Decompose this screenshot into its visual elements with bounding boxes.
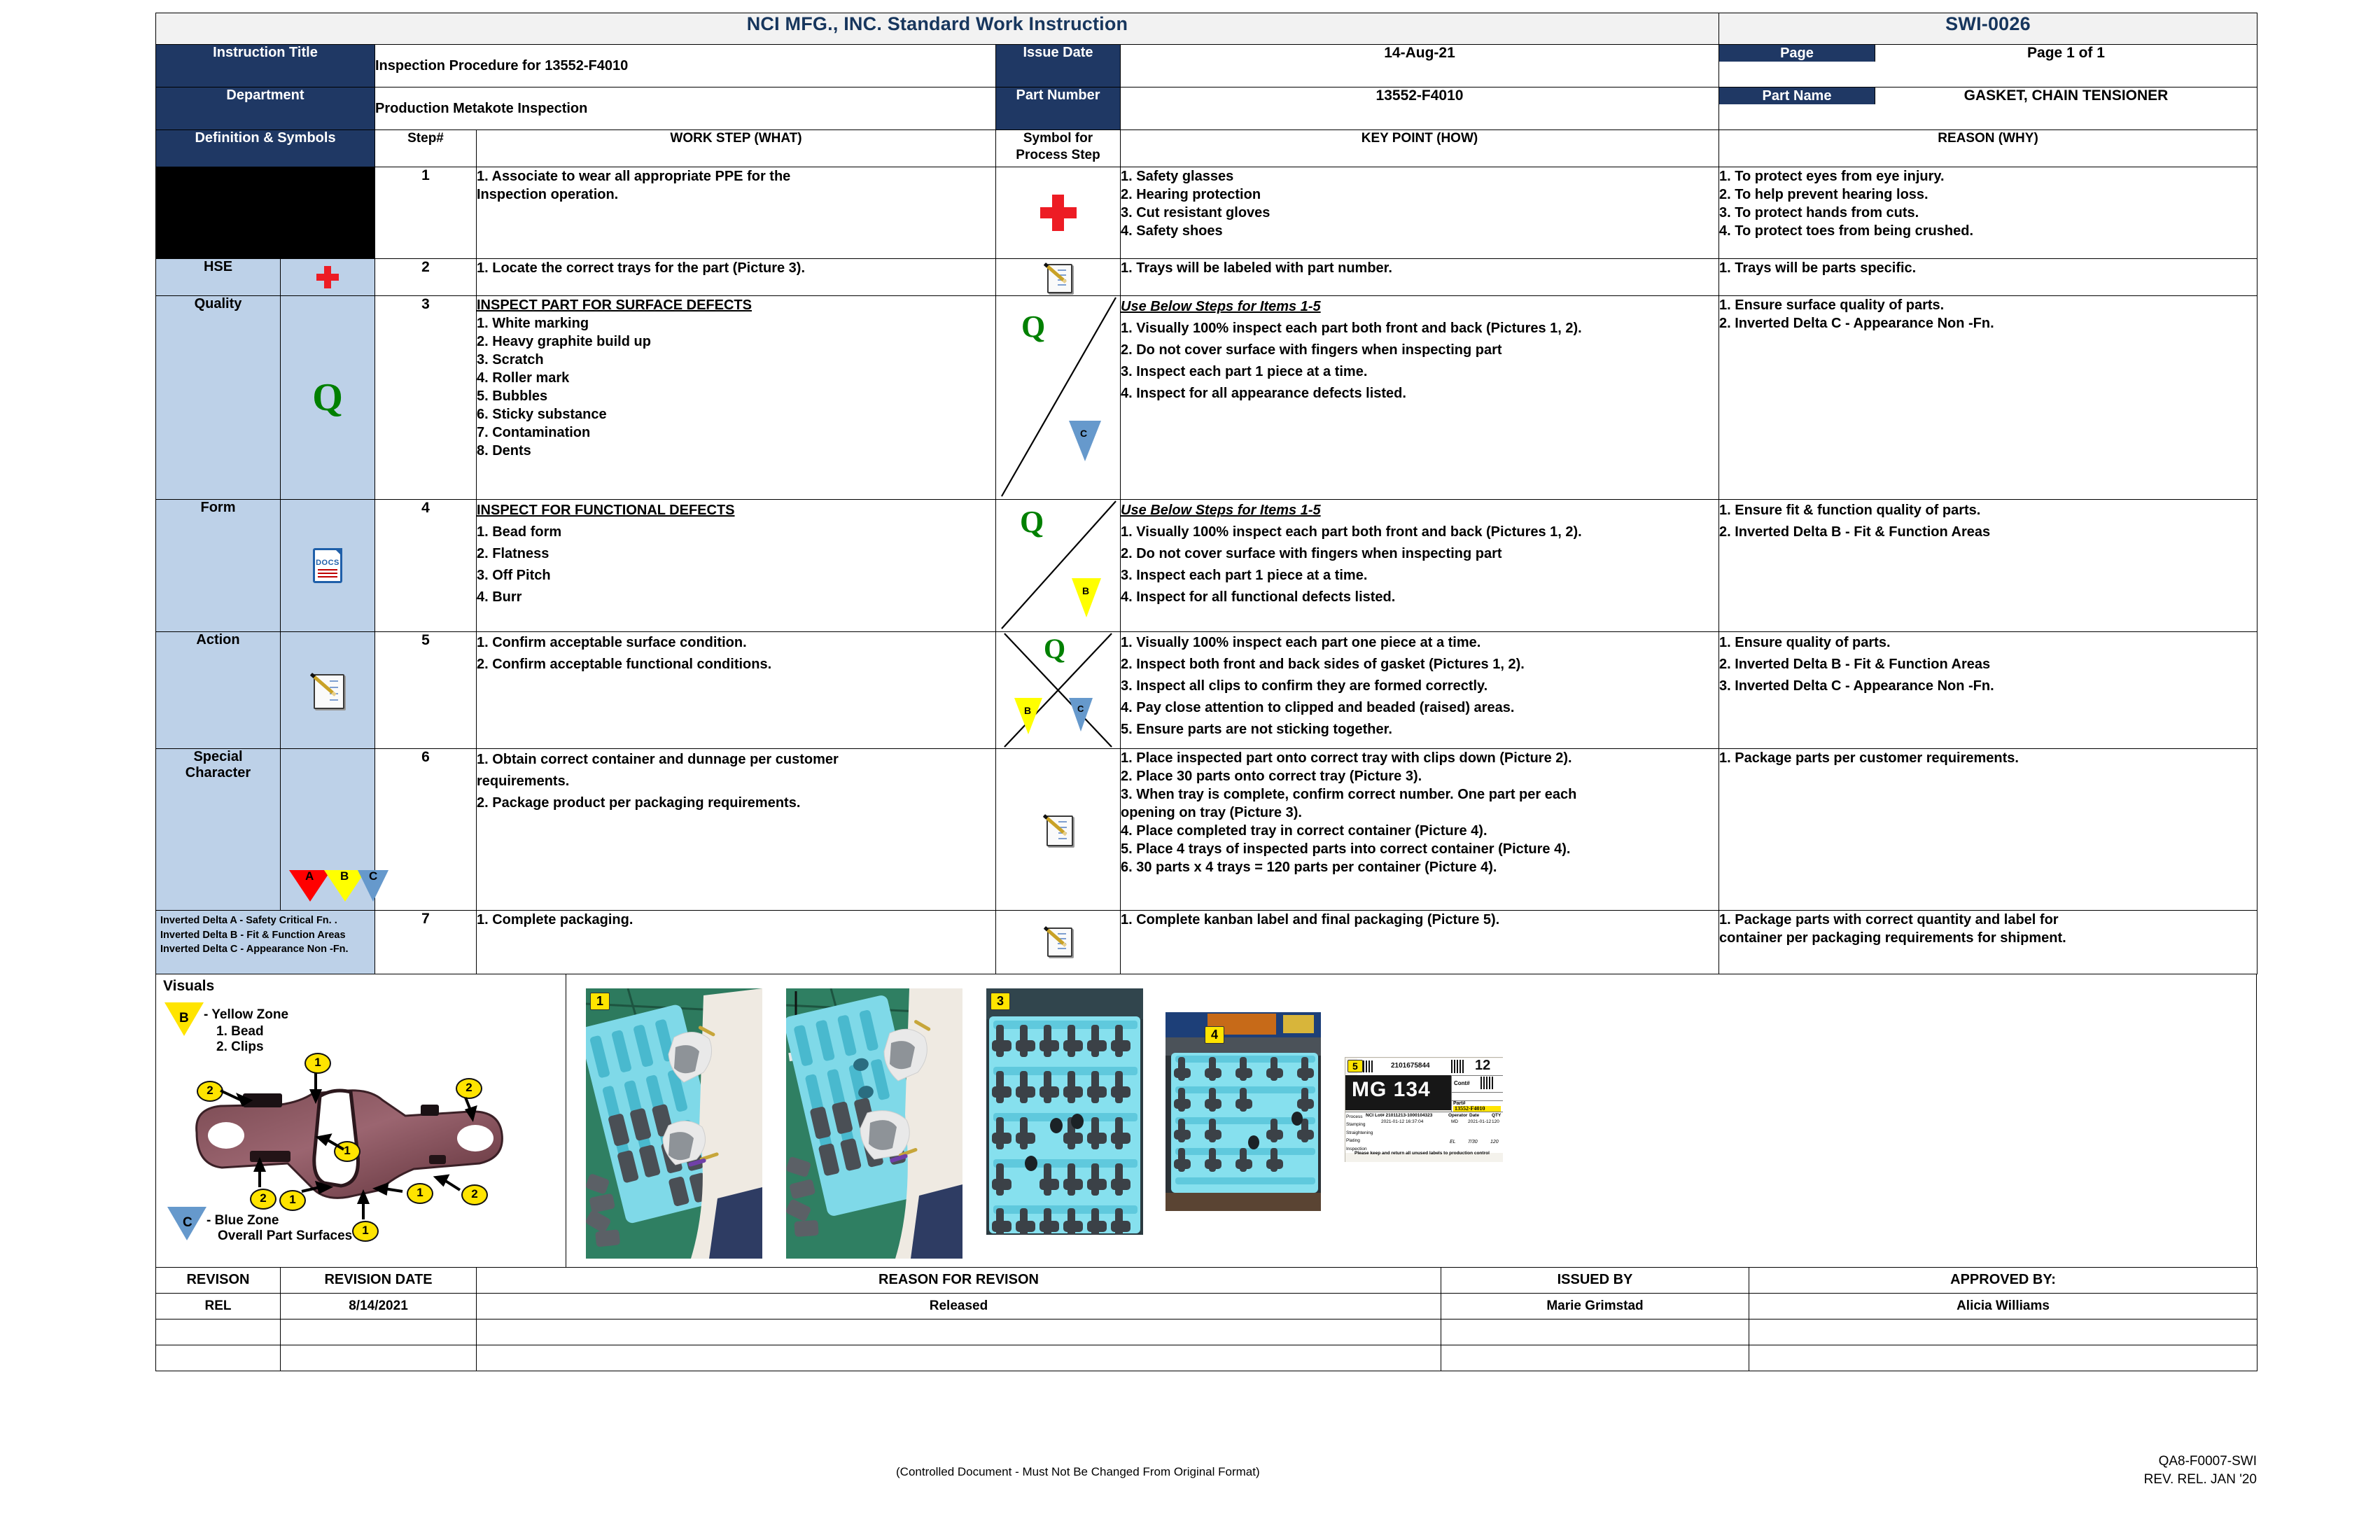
yellow-triangle-b-icon [1072, 578, 1101, 617]
page-label: Page [1719, 45, 1875, 62]
yellow-zone-label: - Yellow Zone [204, 1007, 289, 1022]
part-number-value: 13552-F4010 [1121, 88, 1719, 130]
col-key-point: KEY POINT (HOW) [1121, 130, 1719, 167]
work-step-line: requirements. [477, 774, 570, 789]
document-number: SWI-0026 [1719, 13, 2258, 45]
triangle-letter-c: C [369, 869, 378, 883]
reason-line: 1. Trays will be parts specific. [1719, 260, 1917, 276]
step-row-4 [156, 500, 2258, 632]
work-step-line: 5. Bubbles [477, 388, 548, 404]
def-label-form: Form [156, 500, 281, 632]
reason-6 [1719, 749, 2258, 911]
revision-cell: 8/14/2021 [281, 1293, 477, 1319]
step-number-3: 3 [375, 296, 477, 500]
title-row [156, 13, 2258, 45]
photo-number-badge: 1 [590, 993, 610, 1010]
kanban-hand-date: 7/30 [1468, 1140, 1478, 1144]
key-point-2 [1121, 259, 1719, 296]
key-point-line: 2. Do not cover surface with fingers when inspecting part [1121, 546, 1502, 561]
kanban-hand-qty: 120 [1490, 1140, 1499, 1144]
yellow-triangle-b-icon [1014, 698, 1042, 734]
work-step-line: 7. Contamination [477, 425, 591, 440]
col-symbol-line2: Process Step [1016, 147, 1100, 162]
revision-col-reason: REASON FOR REVISON [477, 1267, 1441, 1293]
special-char-line1: Special [193, 749, 243, 764]
key-point-line: 4. Inspect for all appearance defects listed. [1121, 386, 1406, 401]
step-number-7: 7 [375, 911, 477, 974]
reason-2 [1719, 259, 2258, 296]
reason-4 [1719, 500, 2258, 632]
key-point-7 [1121, 911, 1719, 974]
kanban-qty-value: 120 [1492, 1119, 1499, 1124]
triangle-letter-b: B [1082, 585, 1090, 596]
kanban-process-row: Straightening [1346, 1130, 1373, 1135]
yellow-zone-item-1: 1. Bead [216, 1024, 264, 1039]
key-point-3 [1121, 296, 1719, 500]
kanban-process-row: Process [1346, 1114, 1363, 1119]
work-step-line: 1. Bead form [477, 524, 562, 540]
main-instruction-table [155, 13, 2258, 974]
step-number-4: 4 [375, 500, 477, 632]
reason-line: 1. Ensure quality of parts. [1719, 635, 1891, 650]
blue-triangle-c-icon [1069, 421, 1101, 461]
kanban-footer: Please keep and return all unused labels to production control [1354, 1151, 1490, 1156]
work-step-line: 2. Heavy graphite build up [477, 334, 651, 349]
key-point-5 [1121, 632, 1719, 749]
photo-number-badge: 3 [990, 993, 1010, 1010]
triangle-letter-b: B [1024, 705, 1032, 716]
kanban-timestamp: 2021-01-12 16:37:04 [1381, 1119, 1424, 1124]
work-step-line: 4. Burr [477, 589, 522, 605]
yellow-zone-item-2: 2. Clips [216, 1040, 264, 1054]
yellow-zone-letter: B [179, 1011, 189, 1026]
def-label-hse: HSE [156, 259, 281, 296]
gasket-callout: 2 [250, 1189, 276, 1210]
gasket-callout: 2 [197, 1081, 223, 1102]
photo-2 [786, 988, 962, 1259]
kanban-process-row: Stamping [1346, 1122, 1366, 1128]
key-point-line: 1. Visually 100% inspect each part both front and back (Pictures 1, 2). [1121, 524, 1582, 540]
issue-date-value: 14-Aug-21 [1121, 45, 1719, 88]
reason-line: 3. To protect hands from cuts. [1719, 205, 1919, 220]
kanban-date-label: Date [1469, 1113, 1480, 1118]
part-name-cell [1719, 88, 2258, 130]
key-point-line: 1. Safety glasses [1121, 169, 1234, 184]
kanban-count: 12 [1475, 1058, 1491, 1073]
def-icon-quality [281, 296, 375, 500]
photo-number-badge: 4 [1205, 1026, 1224, 1044]
legend-line: Inverted Delta A - Safety Critical Fn. . [160, 915, 337, 926]
reason-line: 2. Inverted Delta B - Fit & Function Areas [1719, 657, 1991, 672]
key-point-line: 2. Do not cover surface with fingers when inspecting part [1121, 342, 1502, 358]
revision-cell: Alicia Williams [1749, 1293, 2258, 1319]
reason-5 [1719, 632, 2258, 749]
key-point-line: 1. Visually 100% inspect each part both front and back (Pictures 1, 2). [1121, 321, 1582, 336]
step-row-3 [156, 296, 2258, 500]
photo-1 [586, 988, 762, 1259]
work-step-6 [477, 749, 996, 911]
col-symbol-line1: Symbol for [1023, 131, 1093, 146]
revision-cell [1749, 1319, 2258, 1345]
def-label-action: Action [156, 632, 281, 749]
key-point-heading: Use Below Steps for Items 1-5 [1121, 503, 1321, 518]
key-point-line: opening on tray (Picture 3). [1121, 805, 1302, 820]
def-icon-hse [281, 259, 375, 296]
symbol-cell-4 [996, 500, 1121, 632]
docs-icon-label: DOCS [316, 559, 340, 567]
part-name-label: Part Name [1719, 88, 1875, 104]
key-point-line: 2. Hearing protection [1121, 187, 1261, 202]
key-point-line: 4. Safety shoes [1121, 223, 1223, 239]
key-point-line: 4. Inspect for all functional defects listed. [1121, 589, 1396, 605]
reason-line: 1. Ensure fit & function quality of parts. [1719, 503, 1981, 518]
photo-5 [1345, 1057, 1503, 1162]
work-step-line: 1. Confirm acceptable surface condition. [477, 635, 747, 650]
gasket-callout: 1 [279, 1190, 306, 1211]
diagonal-divider-icon [996, 500, 1120, 631]
revision-col-approved-by: APPROVED BY: [1749, 1267, 2258, 1293]
gasket-callout: 2 [461, 1184, 488, 1205]
clipboard-pencil-icon [1046, 816, 1070, 844]
key-point-line: 2. Inspect both front and back sides of gasket (Pictures 1, 2). [1121, 657, 1525, 672]
key-point-line: 3. Inspect all clips to confirm they are formed correctly. [1121, 678, 1488, 694]
revision-col-revison: REVISON [156, 1267, 281, 1293]
work-step-line: 2. Flatness [477, 546, 550, 561]
kanban-operator-value: MD [1451, 1119, 1459, 1124]
special-char-line2: Character [185, 765, 251, 780]
revision-col-date: REVISION DATE [281, 1267, 477, 1293]
reason-line: 1. Ensure surface quality of parts. [1719, 298, 1945, 313]
kanban-route: MG 134 [1352, 1078, 1431, 1101]
revision-cell [156, 1319, 281, 1345]
triangle-letter-a: A [305, 869, 314, 883]
green-q-icon: Q [1044, 633, 1066, 664]
form-id: QA8-F0007-SWI [2158, 1454, 2257, 1469]
clipboard-pencil-icon [1047, 927, 1070, 954]
red-cross-icon [1040, 195, 1077, 231]
department-label: Department [156, 88, 375, 130]
visuals-title: Visuals [163, 978, 215, 994]
def-label-quality: Quality [156, 296, 281, 500]
visuals-section [155, 974, 2257, 1268]
clipboard-pencil-icon [1047, 264, 1070, 290]
work-step-line: 1. White marking [477, 316, 589, 331]
revision-cell [477, 1345, 1441, 1371]
revision-cell: REL [156, 1293, 281, 1319]
work-step-line: 2. Package product per packaging requirements. [477, 795, 801, 811]
step-row-6 [156, 749, 2258, 911]
instruction-title-value: Inspection Procedure for 13552-F4010 [375, 45, 996, 88]
step-row-2 [156, 259, 2258, 296]
key-point-line: 1. Trays will be labeled with part number. [1121, 260, 1392, 276]
revision-row [156, 1319, 2258, 1345]
key-point-line: 3. Inspect each part 1 piece at a time. [1121, 568, 1368, 583]
key-point-line: 1. Complete kanban label and final packaging (Picture 5). [1121, 912, 1500, 927]
col-work-step: WORK STEP (WHAT) [477, 130, 996, 167]
symbol-cell-2 [996, 259, 1121, 296]
work-step-line: 1. Obtain correct container and dunnage per customer [477, 752, 839, 767]
triangle-letter-c: C [1077, 704, 1084, 714]
step-row-7 [156, 911, 2258, 974]
work-step-line: Inspection operation. [477, 187, 619, 202]
document-footer-note: (Controlled Document - Must Not Be Changed From Original Format) [896, 1465, 1260, 1478]
revision-cell [1441, 1319, 1749, 1345]
def-cell-blank [156, 167, 375, 259]
column-header-row [156, 130, 2258, 167]
key-point-line: 3. When tray is complete, confirm correct number. One part per each [1121, 787, 1577, 802]
kanban-part-label: Part# [1453, 1101, 1466, 1106]
page-value: Page 1 of 1 [2027, 45, 2105, 61]
col-definition-symbols: Definition & Symbols [156, 130, 375, 167]
symbol-cell-1 [996, 167, 1121, 259]
work-step-1 [477, 167, 996, 259]
symbol-cell-3 [996, 296, 1121, 500]
def-icon-action [281, 632, 375, 749]
instruction-title-label: Instruction Title [156, 45, 375, 88]
key-point-line: 6. 30 parts x 4 trays = 120 parts per container (Picture 4). [1121, 860, 1497, 875]
revision-cell [477, 1319, 1441, 1345]
step-number-1: 1 [375, 167, 477, 259]
key-point-1 [1121, 167, 1719, 259]
col-reason: REASON (WHY) [1719, 130, 2258, 167]
key-point-line: 1. Place inspected part onto correct tray with clips down (Picture 2). [1121, 750, 1572, 766]
photo-3 [986, 988, 1143, 1235]
key-point-line: 4. Place completed tray in correct container (Picture 4). [1121, 823, 1488, 839]
diagonal-divider-icon [996, 296, 1120, 499]
key-point-line: 3. Cut resistant gloves [1121, 205, 1270, 220]
gasket-callout: 1 [407, 1183, 433, 1204]
col-symbol [996, 130, 1121, 167]
work-step-heading: INSPECT FOR FUNCTIONAL DEFECTS [477, 503, 735, 518]
key-point-line: 4. Pay close attention to clipped and beaded (raised) areas. [1121, 700, 1515, 715]
kanban-cont-label: Cont# [1454, 1080, 1470, 1086]
key-point-line: 5. Place 4 trays of inspected parts into correct container (Picture 4). [1121, 841, 1571, 857]
work-step-line: 1. Associate to wear all appropriate PPE for the [477, 169, 791, 184]
reason-line: 3. Inverted Delta C - Appearance Non -Fn. [1719, 678, 1994, 694]
kanban-lot: NCI Lot# 21011213-1000104323 [1366, 1113, 1433, 1118]
key-point-4 [1121, 500, 1719, 632]
work-step-line: 4. Roller mark [477, 370, 570, 386]
document-sheet [155, 13, 2257, 1441]
department-value: Production Metakote Inspection [375, 88, 996, 130]
work-step-line: 6. Sticky substance [477, 407, 607, 422]
gasket-callout: 1 [352, 1221, 379, 1242]
revision-cell: Released [477, 1293, 1441, 1319]
legend-line: Inverted Delta C - Appearance Non -Fn. [160, 944, 349, 955]
revision-cell [1441, 1345, 1749, 1371]
step-number-5: 5 [375, 632, 477, 749]
revision-table [155, 1267, 2258, 1371]
revision-cell [1749, 1345, 2258, 1371]
reason-line: 1. Package parts with correct quantity and label for [1719, 912, 2059, 927]
kanban-part-value: 13552-F4010 [1455, 1105, 1485, 1112]
kanban-qty-label: QTY [1492, 1113, 1502, 1118]
work-step-heading: INSPECT PART FOR SURFACE DEFECTS [477, 298, 752, 313]
def-icon-special-character [281, 749, 378, 911]
gasket-callout: 1 [304, 1053, 331, 1074]
kanban-process-row: Inspection [1346, 1146, 1367, 1152]
reason-line: 2. Inverted Delta C - Appearance Non -Fn. [1719, 316, 1994, 331]
green-q-icon: Q [312, 376, 343, 419]
revision-row [156, 1293, 2258, 1319]
triangle-letter-b: B [340, 869, 349, 883]
reason-line: 2. To help prevent hearing loss. [1719, 187, 1928, 202]
work-step-line: 1. Locate the correct trays for the part (Picture 3). [477, 260, 806, 276]
symbol-cell-7 [996, 911, 1121, 974]
gasket-callout: 2 [456, 1078, 482, 1099]
red-cross-icon [316, 266, 339, 288]
revision-cell [281, 1319, 477, 1345]
part-name-value: GASKET, CHAIN TENSIONER [1963, 88, 2169, 104]
def-label-special-character [156, 749, 281, 911]
visuals-diagram-panel [156, 974, 566, 1267]
blue-zone-letter: C [183, 1215, 192, 1230]
step-row-1 [156, 167, 2258, 259]
key-point-6 [1121, 749, 1719, 911]
reason-line: 2. Inverted Delta B - Fit & Function Areas [1719, 524, 1991, 540]
reason-7 [1719, 911, 2258, 974]
part-number-label: Part Number [996, 88, 1121, 130]
symbol-cell-5 [996, 632, 1121, 749]
instruction-title-row [156, 45, 2258, 88]
issue-date-label: Issue Date [996, 45, 1121, 88]
kanban-barcode-number: 2101675844 [1391, 1062, 1430, 1070]
key-point-heading: Use Below Steps for Items 1-5 [1121, 299, 1321, 314]
work-step-3 [477, 296, 996, 500]
key-point-line: 3. Inspect each part 1 piece at a time. [1121, 364, 1368, 379]
reason-line: 1. To protect eyes from eye injury. [1719, 169, 1945, 184]
col-step: Step# [375, 130, 477, 167]
reason-line: 4. To protect toes from being crushed. [1719, 223, 1974, 239]
form-rev: REV. REL. JAN '20 [2143, 1471, 2257, 1487]
key-point-line: 1. Visually 100% inspect each part one piece at a time. [1121, 635, 1481, 650]
photo-number-badge: 5 [1348, 1060, 1363, 1072]
visuals-photo-panel [566, 974, 2256, 1267]
step-row-5 [156, 632, 2258, 749]
def-icon-form [281, 500, 375, 632]
key-point-line: 5. Ensure parts are not sticking together. [1121, 722, 1392, 737]
kanban-date-value: 2021-01-12 [1468, 1119, 1492, 1124]
revision-header-row [156, 1267, 2258, 1293]
work-step-line: 3. Scratch [477, 352, 544, 368]
clipboard-pencil-icon [314, 674, 342, 706]
work-step-line: 2. Confirm acceptable functional conditions. [477, 657, 772, 672]
gasket-callout: 1 [334, 1141, 360, 1162]
photo-4 [1166, 1012, 1321, 1211]
page-cell [1719, 45, 2258, 88]
document-title: NCI MFG., INC. Standard Work Instruction [156, 13, 1719, 45]
reason-line: 1. Package parts per customer requirements. [1719, 750, 2019, 766]
department-row [156, 88, 2258, 130]
step-number-6: 6 [375, 749, 477, 911]
work-step-7 [477, 911, 996, 974]
step-number-2: 2 [375, 259, 477, 296]
green-q-icon: Q [1021, 309, 1046, 344]
revision-cell: Marie Grimstad [1441, 1293, 1749, 1319]
blue-zone-label: - Blue Zone [206, 1213, 279, 1228]
work-step-line: 3. Off Pitch [477, 568, 551, 583]
blue-zone-item-1: Overall Part Surfaces [218, 1228, 353, 1243]
reason-1 [1719, 167, 2258, 259]
work-step-4 [477, 500, 996, 632]
revision-row [156, 1345, 2258, 1371]
revision-col-issued-by: ISSUED BY [1441, 1267, 1749, 1293]
work-step-line: 8. Dents [477, 443, 531, 458]
kanban-hand-operator: EL [1450, 1140, 1456, 1144]
green-q-icon: Q [1020, 505, 1044, 539]
reason-line: container per packaging requirements for shipment. [1719, 930, 2066, 946]
docs-icon [313, 548, 342, 583]
work-step-5 [477, 632, 996, 749]
kanban-operator-label: Operator [1448, 1113, 1468, 1118]
legend-line: Inverted Delta B - Fit & Function Areas [160, 929, 346, 941]
revision-cell [281, 1345, 477, 1371]
definitions-legend [156, 911, 375, 974]
symbol-cell-6 [996, 749, 1121, 911]
work-step-2 [477, 259, 996, 296]
revision-cell [156, 1345, 281, 1371]
work-step-line: 1. Complete packaging. [477, 912, 634, 927]
key-point-line: 2. Place 30 parts onto correct tray (Picture 3). [1121, 769, 1422, 784]
triangle-letter-c: C [1080, 428, 1088, 439]
document-form-id-block [2144, 1452, 2257, 1488]
reason-3 [1719, 296, 2258, 500]
kanban-process-row: Plating [1346, 1138, 1360, 1144]
